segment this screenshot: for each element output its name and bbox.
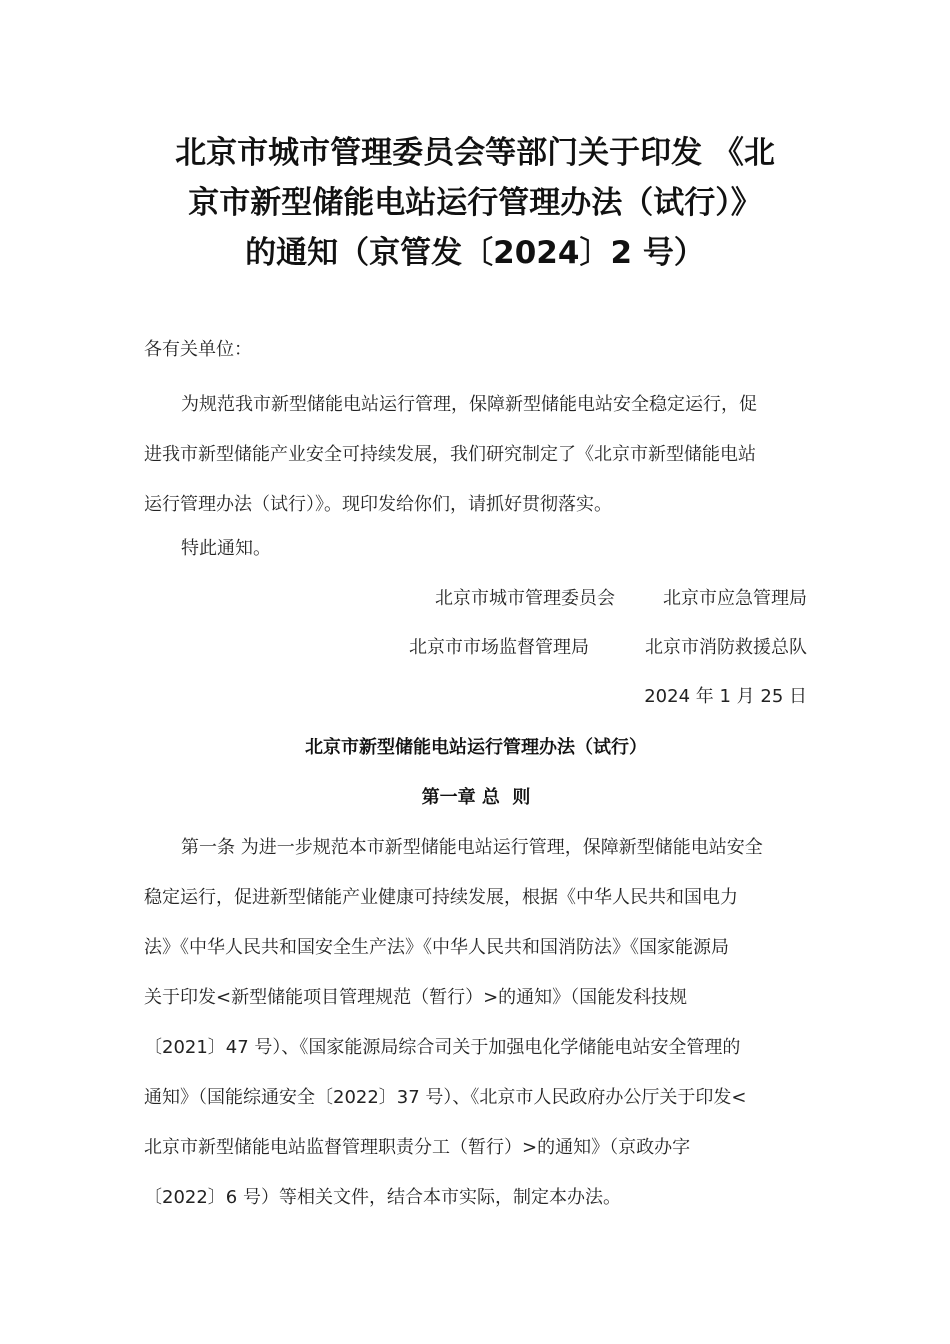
title-line: 京市新型储能电站运行管理办法（试行）》 xyxy=(188,185,762,221)
article-line: 〔2021〕47 号）、《国家能源局综合司关于加强电化学储能电站安全管理的 xyxy=(144,1037,741,1058)
paragraph-line: 进我市新型储能产业安全可持续发展，我们研究制定了《北京市新型储能电站 xyxy=(144,444,756,465)
signatory: 北京市消防救援总队 xyxy=(645,637,807,658)
signatories-row-1 xyxy=(144,585,807,613)
article-line: 关于印发<新型储能项目管理规范（暂行）>的通知》（国能发科技规 xyxy=(144,987,688,1008)
article-line: 通知》（国能综通安全〔2022〕37 号）、《北京市人民政府办公厅关于印发< xyxy=(144,1087,747,1108)
signatory: 北京市应急管理局 xyxy=(663,588,807,609)
title-line: 的通知（京管发〔2024〕2 号） xyxy=(245,235,705,271)
title-line: 北京市城市管理委员会等部门关于印发 《北 xyxy=(175,135,775,171)
paragraph-line: 运行管理办法（试行）》。现印发给你们，请抓好贯彻落实。 xyxy=(144,494,612,515)
article-line: 法》《中华人民共和国安全生产法》《中华人民共和国消防法》《国家能源局 xyxy=(144,937,729,958)
signatory: 北京市市场监督管理局 xyxy=(409,637,589,658)
article-line: 稳定运行，促进新型储能产业健康可持续发展，根据《中华人民共和国电力 xyxy=(144,887,738,908)
article-line: 北京市新型储能电站监督管理职责分工（暂行）>的通知》（京政办字 xyxy=(144,1137,691,1158)
document-title xyxy=(120,128,830,278)
attachment-title: 北京市新型储能电站运行管理办法（试行） xyxy=(305,737,647,758)
article-line: 第一条 为进一步规范本市新型储能电站运行管理，保障新型储能电站安全 xyxy=(181,837,763,858)
article-1 xyxy=(144,823,808,1223)
article-line: 〔2022〕6 号）等相关文件，结合本市实际，制定本办法。 xyxy=(144,1187,621,1208)
paragraph-line: 为规范我市新型储能电站运行管理，保障新型储能电站安全稳定运行，促 xyxy=(181,394,757,415)
signatory: 北京市城市管理委员会 xyxy=(435,588,615,609)
salutation: 各有关单位： xyxy=(144,339,252,360)
chapter-heading: 第一章 总 则 xyxy=(421,787,531,808)
issue-date: 2024 年 1 月 25 日 xyxy=(644,686,807,707)
intro-paragraph xyxy=(144,380,808,530)
closing-text: 特此通知。 xyxy=(181,538,271,559)
signatories-row-2 xyxy=(144,634,807,662)
